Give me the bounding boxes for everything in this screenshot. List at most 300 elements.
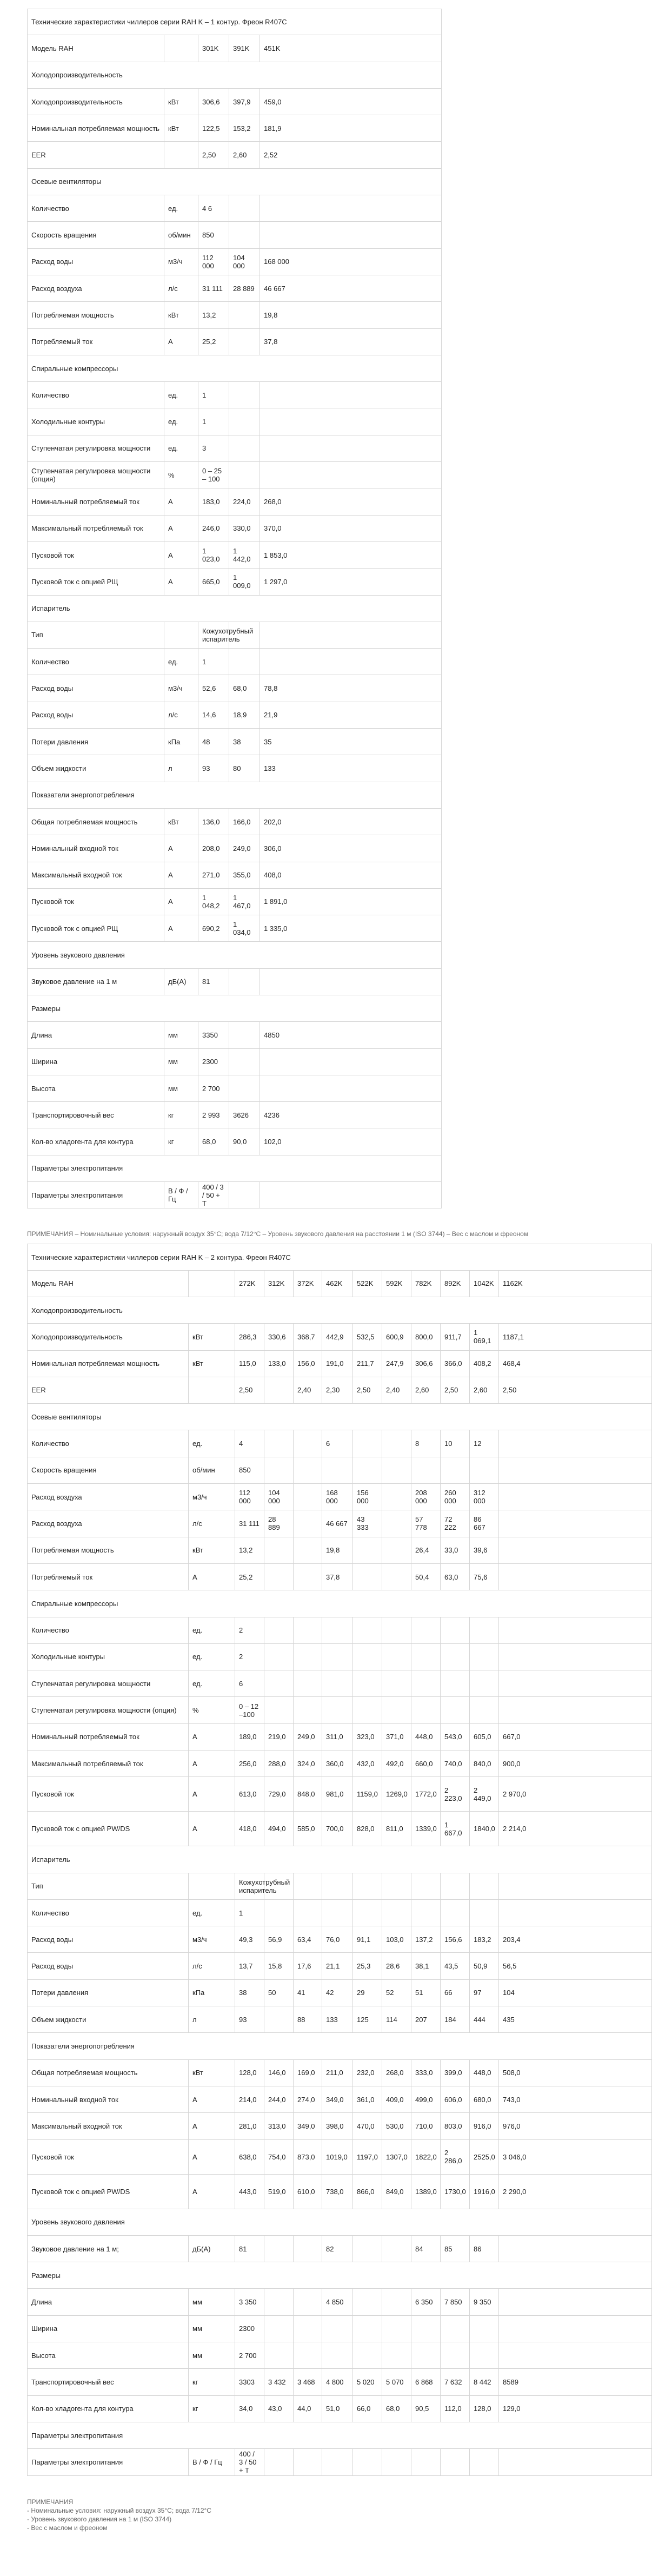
value-cell: 2,60 [229, 142, 260, 168]
value-cell [499, 1563, 652, 1590]
value-cell: 360,0 [322, 1751, 353, 1777]
value-cell: 2,60 [411, 1377, 441, 1403]
value-cell [470, 1457, 499, 1483]
row-label: Расход воздуха [28, 1510, 189, 1537]
unit-cell: мм [189, 2342, 235, 2369]
value-cell [229, 968, 260, 995]
value-cell [441, 1670, 470, 1697]
value-cell: 4 6 [198, 195, 229, 222]
value-cell [322, 1873, 353, 1899]
row-label: Холодильные контуры [28, 1643, 189, 1670]
value-cell: 408,2 [470, 1350, 499, 1377]
value-cell [229, 1048, 260, 1075]
unit-cell: А [189, 2113, 235, 2139]
unit-cell: кПа [164, 729, 198, 755]
table-title [28, 1244, 652, 1270]
table-row [28, 1899, 652, 1926]
section-header [28, 782, 442, 808]
row-label: Параметры электропитания [28, 1182, 164, 1208]
table-row [28, 835, 442, 862]
value-cell: 208 000 [411, 1484, 441, 1510]
section-header [28, 595, 442, 622]
value-cell: 349,0 [322, 2086, 353, 2112]
value-cell: 2 [235, 1643, 264, 1670]
value-cell: 1159,0 [353, 1777, 382, 1812]
table-row [28, 1510, 652, 1537]
value-cell: 312 000 [470, 1484, 499, 1510]
value-cell [264, 1430, 294, 1457]
value-cell: 873,0 [294, 2139, 322, 2174]
value-cell: 31 111 [198, 275, 229, 301]
table-title-label: Технические характеристики чиллеров серии RAH K – 2 контура. Фреон R407C [28, 1244, 652, 1270]
value-cell [264, 2315, 294, 2342]
value-cell [353, 2449, 382, 2475]
value-cell: 203,4 [499, 1926, 652, 1953]
value-cell: 14,6 [198, 702, 229, 728]
row-label: Потребляемая мощность [28, 1537, 189, 1563]
value-cell [499, 1873, 652, 1899]
value-cell [322, 2342, 353, 2369]
value-cell [260, 649, 442, 675]
table-row [28, 2449, 652, 2475]
section-header [28, 2422, 652, 2448]
value-cell: 397,9 [229, 88, 260, 115]
value-cell: 166,0 [229, 808, 260, 835]
value-cell [441, 2342, 470, 2369]
value-cell: 13,2 [235, 1537, 264, 1563]
section-header [28, 168, 442, 195]
unit-cell: кПа [189, 1979, 235, 2006]
value-cell: 916,0 [470, 2113, 499, 2139]
value-cell: 418,0 [235, 1812, 264, 1846]
row-label: Пусковой ток с опцией РЩ [28, 569, 164, 595]
value-cell: 42 [322, 1979, 353, 2006]
section-header [28, 2033, 652, 2059]
value-cell [294, 2289, 322, 2315]
value-cell: 19,8 [322, 1537, 353, 1563]
value-cell [294, 1670, 322, 1697]
value-cell: 2 [235, 1617, 264, 1643]
value-cell: 1840,0 [470, 1812, 499, 1846]
value-cell [470, 2342, 499, 2369]
value-cell: 2525,0 [470, 2139, 499, 2174]
value-cell: 1389,0 [411, 2174, 441, 2209]
row-label: Максимальный входной ток [28, 862, 164, 888]
unit-cell: ед. [189, 1617, 235, 1643]
value-cell: 508,0 [499, 2059, 652, 2086]
value-cell: 0 – 12 –100 [235, 1697, 264, 1723]
value-cell [499, 1697, 652, 1723]
value-cell [353, 1643, 382, 1670]
row-label: Высота [28, 2342, 189, 2369]
table-row [28, 488, 442, 515]
value-cell: 2 290,0 [499, 2174, 652, 2209]
value-cell [382, 2289, 411, 2315]
row-label: Расход воздуха [28, 1484, 189, 1510]
value-cell: 80 [229, 755, 260, 782]
value-cell [264, 1537, 294, 1563]
value-cell: 660,0 [411, 1751, 441, 1777]
value-cell: 370,0 [260, 515, 442, 541]
value-cell [294, 2449, 322, 2475]
value-cell: 1 667,0 [441, 1812, 470, 1846]
table-row [28, 248, 442, 275]
value-cell [353, 2235, 382, 2262]
value-cell: 349,0 [294, 2113, 322, 2139]
value-cell: 400 / 3 / 50 + T [198, 1182, 229, 1208]
value-cell: 88 [294, 2006, 322, 2033]
value-cell [353, 2342, 382, 2369]
value-cell: 43 333 [353, 1510, 382, 1537]
value-cell [264, 2289, 294, 2315]
row-label: Холодопроизводительность [28, 1324, 189, 1350]
value-cell [260, 195, 442, 222]
unit-cell: кВт [189, 1537, 235, 1563]
row-label: Общая потребляемая мощность [28, 2059, 189, 2086]
value-cell: 191,0 [322, 1350, 353, 1377]
value-cell: 333,0 [411, 2059, 441, 2086]
value-cell [499, 1510, 652, 1537]
value-cell: 1822,0 [411, 2139, 441, 2174]
row-label: Объем жидкости [28, 755, 164, 782]
value-cell: 81 [198, 968, 229, 995]
value-cell: 2300 [235, 2315, 264, 2342]
value-cell: 391K [229, 35, 260, 62]
value-cell [322, 2449, 353, 2475]
value-cell [260, 1075, 442, 1101]
value-cell: 104 000 [229, 248, 260, 275]
value-cell: 313,0 [264, 2113, 294, 2139]
value-cell: 435 [499, 2006, 652, 2033]
row-label: Звуковое давление на 1 м; [28, 2235, 189, 2262]
value-cell: 189,0 [235, 1723, 264, 1750]
value-cell: 1 009,0 [229, 569, 260, 595]
value-cell: 690,2 [198, 915, 229, 942]
unit-cell: кВт [164, 88, 198, 115]
value-cell [382, 1899, 411, 1926]
value-cell: 34,0 [235, 2395, 264, 2422]
value-cell: 114 [382, 2006, 411, 2033]
table-row [28, 1537, 652, 1563]
row-label: Параметры электропитания [28, 2449, 189, 2475]
value-cell [411, 1899, 441, 1926]
unit-cell: А [189, 2139, 235, 2174]
row-label: Расход воды [28, 1926, 189, 1953]
value-cell [411, 1617, 441, 1643]
chiller-specs-1-circuit-table [27, 9, 442, 1208]
value-cell: 743,0 [499, 2086, 652, 2112]
value-cell: 1 442,0 [229, 541, 260, 568]
unit-cell: об/мин [164, 222, 198, 248]
value-cell: 202,0 [260, 808, 442, 835]
value-cell: 12 [470, 1430, 499, 1457]
value-cell: 468,4 [499, 1350, 652, 1377]
value-cell: 13,2 [198, 302, 229, 328]
unit-cell: % [189, 1697, 235, 1723]
row-label: Потери давления [28, 729, 164, 755]
value-cell: 43,5 [441, 1953, 470, 1979]
value-cell: 91,1 [353, 1926, 382, 1953]
value-cell: 4 850 [322, 2289, 353, 2315]
value-cell [499, 1899, 652, 1926]
value-cell: 25,2 [198, 328, 229, 355]
unit-cell: А [189, 1563, 235, 1590]
value-cell: Кожухотрубный испаритель [235, 1873, 264, 1899]
table-row [28, 302, 442, 328]
value-cell: 5 070 [382, 2369, 411, 2395]
value-cell: 900,0 [499, 1751, 652, 1777]
table-row [28, 2235, 652, 2262]
table-row [28, 888, 442, 915]
value-cell: 1916,0 [470, 2174, 499, 2209]
unit-cell [164, 622, 198, 648]
value-cell: 1162K [499, 1270, 652, 1297]
unit-cell: А [189, 1723, 235, 1750]
row-label: Потребляемая мощность [28, 302, 164, 328]
table-row [28, 2289, 652, 2315]
value-cell: 56,9 [264, 1926, 294, 1953]
row-label: Пусковой ток [28, 888, 164, 915]
value-cell: 104 [499, 1979, 652, 2006]
value-cell: 247,9 [382, 1350, 411, 1377]
value-cell: 52,6 [198, 675, 229, 702]
table-row [28, 1563, 652, 1590]
value-cell [229, 302, 260, 328]
value-cell: 68,0 [382, 2395, 411, 2422]
value-cell: 6 [235, 1670, 264, 1697]
value-cell [499, 1484, 652, 1510]
unit-cell: А [164, 541, 198, 568]
value-cell: 21,1 [322, 1953, 353, 1979]
row-label: Скорость вращения [28, 222, 164, 248]
value-cell [229, 195, 260, 222]
row-label: Номинальная потребляемая мощность [28, 1350, 189, 1377]
value-cell: 211,7 [353, 1350, 382, 1377]
table-row [28, 1048, 442, 1075]
table-row [28, 1484, 652, 1510]
unit-cell: А [189, 1751, 235, 1777]
table-row [28, 1102, 442, 1128]
value-cell [294, 1899, 322, 1926]
value-cell: 1772,0 [411, 1777, 441, 1812]
value-cell: 543,0 [441, 1723, 470, 1750]
table-row [28, 2315, 652, 2342]
row-label: Ступенчатая регулировка мощности (опция) [28, 462, 164, 488]
table-row [28, 142, 442, 168]
value-cell: 52 [382, 1979, 411, 2006]
value-cell: 840,0 [470, 1751, 499, 1777]
unit-cell: А [164, 569, 198, 595]
value-cell: 82 [322, 2235, 353, 2262]
value-cell: 29 [353, 1979, 382, 2006]
value-cell: 8589 [499, 2369, 652, 2395]
value-cell [353, 1617, 382, 1643]
value-cell: 112,0 [441, 2395, 470, 2422]
value-cell: 605,0 [470, 1723, 499, 1750]
table-row [28, 2006, 652, 2033]
value-cell [264, 1670, 294, 1697]
value-cell [499, 1430, 652, 1457]
value-cell: 207 [411, 2006, 441, 2033]
value-cell: 981,0 [322, 1777, 353, 1812]
value-cell: 156 000 [353, 1484, 382, 1510]
unit-cell [164, 142, 198, 168]
section-header-label: Осевые вентиляторы [28, 168, 442, 195]
value-cell: 2,60 [470, 1377, 499, 1403]
value-cell [353, 2289, 382, 2315]
value-cell [441, 1643, 470, 1670]
value-cell: 522K [353, 1270, 382, 1297]
value-cell: 183,2 [470, 1926, 499, 1953]
row-label: Расход воды [28, 675, 164, 702]
value-cell: 729,0 [264, 1777, 294, 1812]
unit-cell: м3/ч [164, 675, 198, 702]
table-row [28, 1128, 442, 1155]
unit-cell: А [164, 888, 198, 915]
unit-cell: А [164, 515, 198, 541]
value-cell [382, 1537, 411, 1563]
row-label: Номинальный входной ток [28, 835, 164, 862]
value-cell [441, 1899, 470, 1926]
value-cell: 803,0 [441, 2113, 470, 2139]
value-cell: 84 [411, 2235, 441, 2262]
value-cell: 133,0 [264, 1350, 294, 1377]
value-cell [499, 2342, 652, 2369]
value-cell: 312K [264, 1270, 294, 1297]
row-label: Длина [28, 1022, 164, 1048]
section-header-label: Осевые вентиляторы [28, 1404, 652, 1430]
value-cell: 585,0 [294, 1812, 322, 1846]
unit-cell: А [189, 2174, 235, 2209]
value-cell: 2,50 [198, 142, 229, 168]
value-cell: 2,50 [353, 1377, 382, 1403]
notes-line: - Уровень звукового давления на 1 м (ISO 3744) [27, 2515, 172, 2523]
value-cell: 78,8 [260, 675, 442, 702]
value-cell: 355,0 [229, 862, 260, 888]
value-cell [260, 622, 442, 648]
row-label: Транспортировочный вес [28, 1102, 164, 1128]
value-cell: 462K [322, 1270, 353, 1297]
value-cell: 2 449,0 [470, 1777, 499, 1812]
row-label: Ступенчатая регулировка мощности (опция) [28, 1697, 189, 1723]
table-row [28, 1697, 652, 1723]
value-cell: 1269,0 [382, 1777, 411, 1812]
row-label: Количество [28, 1899, 189, 1926]
row-label: Потери давления [28, 1979, 189, 2006]
value-cell: 75,6 [470, 1563, 499, 1590]
value-cell [499, 2289, 652, 2315]
row-label: Тип [28, 1873, 189, 1899]
value-cell: 33,0 [441, 1537, 470, 1563]
row-label: Транспортировочный вес [28, 2369, 189, 2395]
row-label: Пусковой ток с опцией PW/DS [28, 1812, 189, 1846]
value-cell [294, 1697, 322, 1723]
table-row [28, 1812, 652, 1846]
value-cell [322, 1457, 353, 1483]
value-cell: 1187,1 [499, 1324, 652, 1350]
value-cell: 281,0 [235, 2113, 264, 2139]
value-cell [322, 1670, 353, 1697]
section-header [28, 995, 442, 1021]
value-cell: 86 667 [470, 1510, 499, 1537]
value-cell: 48 [198, 729, 229, 755]
value-cell [353, 1563, 382, 1590]
value-cell [382, 1697, 411, 1723]
value-cell: 17,6 [294, 1953, 322, 1979]
section-header [28, 1846, 652, 1873]
unit-cell: А [164, 915, 198, 942]
value-cell: 51,0 [322, 2395, 353, 2422]
value-cell: 68,0 [198, 1128, 229, 1155]
unit-cell: кг [164, 1102, 198, 1128]
value-cell: 2 993 [198, 1102, 229, 1128]
unit-cell: В / Ф / Гц [164, 1182, 198, 1208]
value-cell [382, 1484, 411, 1510]
section-header [28, 1404, 652, 1430]
unit-cell [189, 1873, 235, 1899]
table-row [28, 1457, 652, 1483]
value-cell: 18,9 [229, 702, 260, 728]
unit-cell: дБ(А) [189, 2235, 235, 2262]
table-row [28, 808, 442, 835]
notes-line: - Номинальные условия: наружный воздух 35°С; вода 7/12°С [27, 2506, 211, 2514]
value-cell [382, 1563, 411, 1590]
table-row [28, 408, 442, 435]
value-cell [294, 1873, 322, 1899]
value-cell [382, 1617, 411, 1643]
value-cell: 4850 [260, 1022, 442, 1048]
table-row [28, 1430, 652, 1457]
value-cell: 1 034,0 [229, 915, 260, 942]
value-cell: 306,0 [260, 835, 442, 862]
unit-cell: А [164, 862, 198, 888]
section-header-label: Испаритель [28, 595, 442, 622]
value-cell: 2 970,0 [499, 1777, 652, 1812]
unit-cell: кВт [189, 1350, 235, 1377]
unit-cell: А [164, 328, 198, 355]
table-row [28, 2086, 652, 2112]
value-cell: 638,0 [235, 2139, 264, 2174]
section-header [28, 1297, 652, 1323]
unit-cell: об/мин [189, 1457, 235, 1483]
row-label: Пусковой ток с опцией РЩ [28, 915, 164, 942]
value-cell: 408,0 [260, 862, 442, 888]
value-cell: 26,4 [411, 1537, 441, 1563]
value-cell: 1 069,1 [470, 1324, 499, 1350]
row-label: Тип [28, 622, 164, 648]
value-cell: 1019,0 [322, 2139, 353, 2174]
unit-cell: А [164, 835, 198, 862]
row-label: Объем жидкости [28, 2006, 189, 2033]
value-cell: 103,0 [382, 1926, 411, 1953]
value-cell: 66 [441, 1979, 470, 2006]
row-label: Количество [28, 1430, 189, 1457]
unit-cell: ед. [164, 382, 198, 408]
row-label: Звуковое давление на 1 м [28, 968, 164, 995]
value-cell [411, 1697, 441, 1723]
value-cell: 2,40 [294, 1377, 322, 1403]
value-cell [441, 1617, 470, 1643]
value-cell [229, 222, 260, 248]
row-label: Максимальный входной ток [28, 2113, 189, 2139]
value-cell: 25,3 [353, 1953, 382, 1979]
value-cell [264, 2006, 294, 2033]
table-row [28, 1270, 652, 1297]
value-cell: 249,0 [294, 1723, 322, 1750]
unit-cell [164, 35, 198, 62]
unit-cell: кг [189, 2369, 235, 2395]
value-cell: 249,0 [229, 835, 260, 862]
